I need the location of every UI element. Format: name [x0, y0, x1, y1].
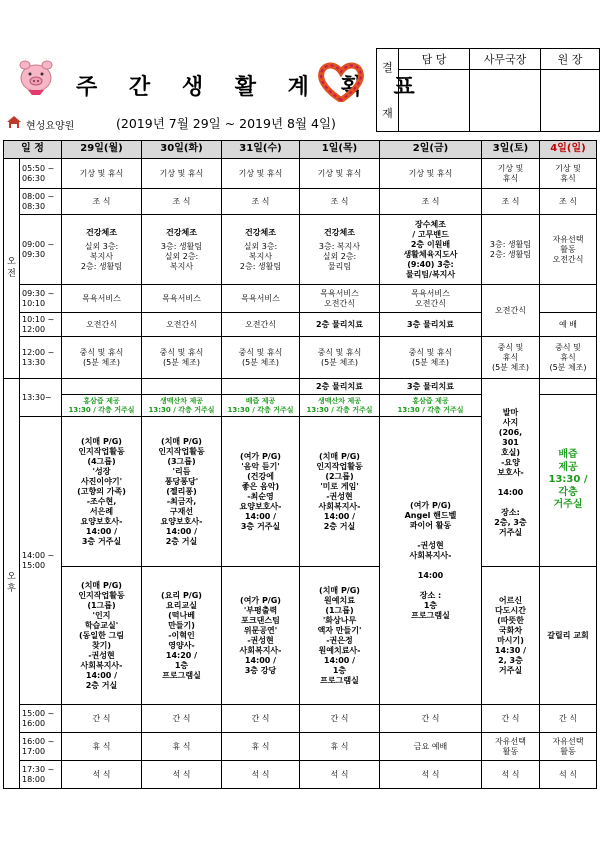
cell-text: 실외 3층: 복지사 2층: 생활팀 [80, 241, 123, 271]
cell-heading: 건강체조 [166, 227, 197, 237]
cell: 기상 및 휴식 [142, 159, 222, 189]
pig-mascot-icon [16, 56, 56, 96]
weekly-schedule-table [3, 140, 597, 789]
approval-label-jae: 재 [382, 107, 393, 120]
cell [62, 379, 142, 395]
cell: 휴 식 [62, 733, 142, 761]
approval-label-gyeol: 결 [382, 61, 393, 74]
approval-col-director: 원 장 [541, 49, 600, 70]
cell: 3층 물리치료 [380, 379, 482, 395]
cell: 석 식 [540, 761, 597, 789]
cell: 목욕서비스 [62, 285, 142, 313]
cell: 중식 및 휴식 (5분 체조) [300, 337, 380, 379]
cell: 기상 및 휴식 [300, 159, 380, 189]
cell: 목욕서비스 오전간식 [380, 285, 482, 313]
cell [222, 215, 300, 285]
cell-text: 실외 3층: 복지사 2층: 생활팀 [239, 241, 282, 271]
cell: 3층 물리치료 [380, 313, 482, 337]
org-logo-icon [6, 115, 22, 129]
cell: 오전간식 [222, 313, 300, 337]
time-cell: 08:00 ~ 08:30 [20, 189, 62, 215]
cell: 홍삼즙 제공 13:30 / 각층 거주실 [62, 395, 142, 417]
cell-text: 3층: 복지사 실외 2층: 물리팀 [318, 241, 361, 271]
cell: 목욕서비스 오전간식 [300, 285, 380, 313]
time-cell: 05:50 ~ 06:30 [20, 159, 62, 189]
cell: 중식 및 휴식 (5분 체조) [62, 337, 142, 379]
header-day-wed: 31일(수) [222, 141, 300, 159]
cell: 조 식 [142, 189, 222, 215]
cell: 금요 예배 [380, 733, 482, 761]
time-cell: 12:00 ~ 13:30 [20, 337, 62, 379]
cell: 갈릴리 교회 [540, 567, 597, 705]
cell: 간 식 [222, 705, 300, 733]
header-day-fri: 2일(금) [380, 141, 482, 159]
approval-sign-box [399, 70, 470, 132]
cell: 자유선택 활동 오전간식 [540, 215, 597, 285]
approval-sign-box [541, 70, 600, 132]
cell: 2층 물리치료 [300, 379, 380, 395]
cell [300, 215, 380, 285]
cell: 휴 식 [222, 733, 300, 761]
cell: 휴 식 [300, 733, 380, 761]
time-cell: 16:00 ~ 17:00 [20, 733, 62, 761]
cell: 홍삼즙 제공 13:30 / 각층 거주실 [380, 395, 482, 417]
heart-wreath-icon [318, 60, 364, 102]
table-row [4, 379, 597, 395]
cell: 목욕서비스 [142, 285, 222, 313]
cell: (치매 P/G) 인지작업활동 (4그룹) '성장 사진이야기' (고향의 가족) -조수현, 서은례 요양보호사- 14:00 / 3층 거주실 [62, 417, 142, 567]
cell: 휴 식 [142, 733, 222, 761]
cell: 석 식 [380, 761, 482, 789]
table-row [4, 337, 597, 379]
table-row [4, 215, 597, 285]
cell-heading: 장수체조 / 고무밴드 [412, 219, 449, 239]
cell: 조 식 [300, 189, 380, 215]
cell: 중식 및 휴식 (5분 체조) [540, 337, 597, 379]
org-name: 현성요양원 [26, 121, 75, 132]
cell: 오전간식 [142, 313, 222, 337]
cell: 중식 및 휴식 (5분 체조) [380, 337, 482, 379]
table-row [4, 761, 597, 789]
cell: 조 식 [222, 189, 300, 215]
table-row [4, 285, 597, 313]
cell: 간 식 [380, 705, 482, 733]
approval-sign-box [470, 70, 541, 132]
cell: 조 식 [380, 189, 482, 215]
cell: 자유선택 활동 [482, 733, 540, 761]
cell: 기상 및 휴식 [222, 159, 300, 189]
cell: (여가 P/G) Angel 핸드벨 콰이어 활동 -권성현 사회복지사- 14:00 장소 : 1층 프로그램실 [380, 417, 482, 705]
approval-box [376, 48, 600, 132]
header-day-sun: 4일(일) [540, 141, 597, 159]
cell: (여가 P/G) '부평출력 포크댄스팀 위문공연' -권성현 사회복지사- 14:00 / 3층 강당 [222, 567, 300, 705]
table-row [4, 705, 597, 733]
time-cell: 15:00 ~ 16:00 [20, 705, 62, 733]
period-pm: 오 후 [4, 379, 20, 789]
time-cell: 13:30~ [20, 379, 62, 417]
cell: 석 식 [300, 761, 380, 789]
cell [142, 379, 222, 395]
table-row [4, 189, 597, 215]
cell: 석 식 [62, 761, 142, 789]
cell: 중식 및 휴식 (5분 체조) [482, 337, 540, 379]
cell: 기상 및 휴식 [62, 159, 142, 189]
cell: 조 식 [482, 189, 540, 215]
cell: 자유선택 활동 [540, 733, 597, 761]
cell: 석 식 [142, 761, 222, 789]
approval-col-manager: 담 당 [399, 49, 470, 70]
cell [380, 215, 482, 285]
cell: 간 식 [482, 705, 540, 733]
approval-col-office-head: 사무국장 [470, 49, 541, 70]
header [0, 0, 600, 140]
cell: 목욕서비스 [222, 285, 300, 313]
header-day-label: 일 정 [4, 141, 62, 159]
time-cell: 17:30 ~ 18:00 [20, 761, 62, 789]
cell: 어르신 다도시간 (따뜻한 국화차 마시기) 14:30 / 2, 3층 거주실 [482, 567, 540, 705]
page-title: 주 간 생 활 계 획 표 [76, 75, 427, 100]
cell: 중식 및 휴식 (5분 체조) [222, 337, 300, 379]
header-day-thu: 1일(목) [300, 141, 380, 159]
time-cell: 10:10 ~ 12:00 [20, 313, 62, 337]
cell-text: 3층: 생활팀 실외 2층: 복지사 [160, 241, 203, 271]
cell: 오전간식 [482, 285, 540, 337]
cell [540, 285, 597, 313]
period-am: 오 전 [4, 159, 20, 379]
header-day-sat: 3일(토) [482, 141, 540, 159]
cell [222, 379, 300, 395]
header-day-tue: 30일(화) [142, 141, 222, 159]
cell [142, 215, 222, 285]
cell: 간 식 [300, 705, 380, 733]
table-row [4, 733, 597, 761]
time-cell: 09:00 ~ 09:30 [20, 215, 62, 285]
cell: 중식 및 휴식 (5분 체조) [142, 337, 222, 379]
cell: 간 식 [62, 705, 142, 733]
cell: (요리 P/G) 요리교실 (떡나베 만들기) -이혁인 영양사- 14:20 / 1층 프로그램실 [142, 567, 222, 705]
cell: 생맥산차 제공 13:30 / 각층 거주실 [300, 395, 380, 417]
cell [540, 379, 597, 395]
cell: 생맥산차 제공 13:30 / 각층 거주실 [142, 395, 222, 417]
cell-heading: 건강체조 [86, 227, 117, 237]
cell: 석 식 [482, 761, 540, 789]
cell-heading: 건강체조 [324, 227, 355, 237]
cell: (치매 P/G) 인지작업활동 (3그룹) '리듬 퐁당퐁당' (젤리퐁) -최금자, 구재선 요양보호사- 14:00 / 2층 거실 [142, 417, 222, 567]
cell: (치매 P/G) 원예치료 (1그룹) '화상나무 액자 만들기' -권은정 원예치료사- 14:00 / 1층 프로그램실 [300, 567, 380, 705]
cell: 3층: 생활팀 2층: 생활팀 [482, 215, 540, 285]
cell: 배즙 제공 13:30 / 각층 거주실 [222, 395, 300, 417]
cell: 예 배 [540, 313, 597, 337]
header-row [4, 141, 597, 159]
cell: (치매 P/G) 인지작업활동 (2그룹) '미로 게임' -권성현 사회복지사- 14:00 / 2층 거실 [300, 417, 380, 567]
cell: (여가 P/G) '음악 듣기' (건강에 좋은 음악) -최순영 요양보호사- 14:00 / 3층 거주실 [222, 417, 300, 567]
cell-heading: 건강체조 [245, 227, 276, 237]
table-row [4, 567, 597, 705]
table-row [4, 159, 597, 189]
cell: 조 식 [540, 189, 597, 215]
approval-sign-cell [377, 49, 399, 132]
cell: 간 식 [540, 705, 597, 733]
cell: 기상 및 휴식 [540, 159, 597, 189]
cell: 기상 및 휴식 [482, 159, 540, 189]
cell: (치매 P/G) 인지작업활동 (1그룹) '인지 학습교실' (동일한 그림 찾기) -권성현 사회복지사- 14:00 / 2층 거실 [62, 567, 142, 705]
cell: 배즙 제공 13:30 / 각층 거주실 [540, 395, 597, 567]
cell [62, 215, 142, 285]
time-cell: 09:30 ~ 10:10 [20, 285, 62, 313]
cell: 발마 사지 (206, 301 호실) -요양 보호사- 14:00 장소: 2층, 3층 거주실 [482, 379, 540, 567]
cell: 간 식 [142, 705, 222, 733]
cell: 오전간식 [62, 313, 142, 337]
cell: 2층 물리치료 [300, 313, 380, 337]
cell-text: 2층 이원배 생활체육지도사 (9:40) 3층: 물리팀/복지사 [403, 239, 458, 279]
header-day-mon: 29일(월) [62, 141, 142, 159]
cell: 기상 및 휴식 [380, 159, 482, 189]
cell: 석 식 [222, 761, 300, 789]
cell: 조 식 [62, 189, 142, 215]
schedule-period: (2019년 7월 29일 ~ 2019년 8월 4일) [116, 116, 336, 131]
time-cell: 14:00 ~ 15:00 [20, 417, 62, 705]
